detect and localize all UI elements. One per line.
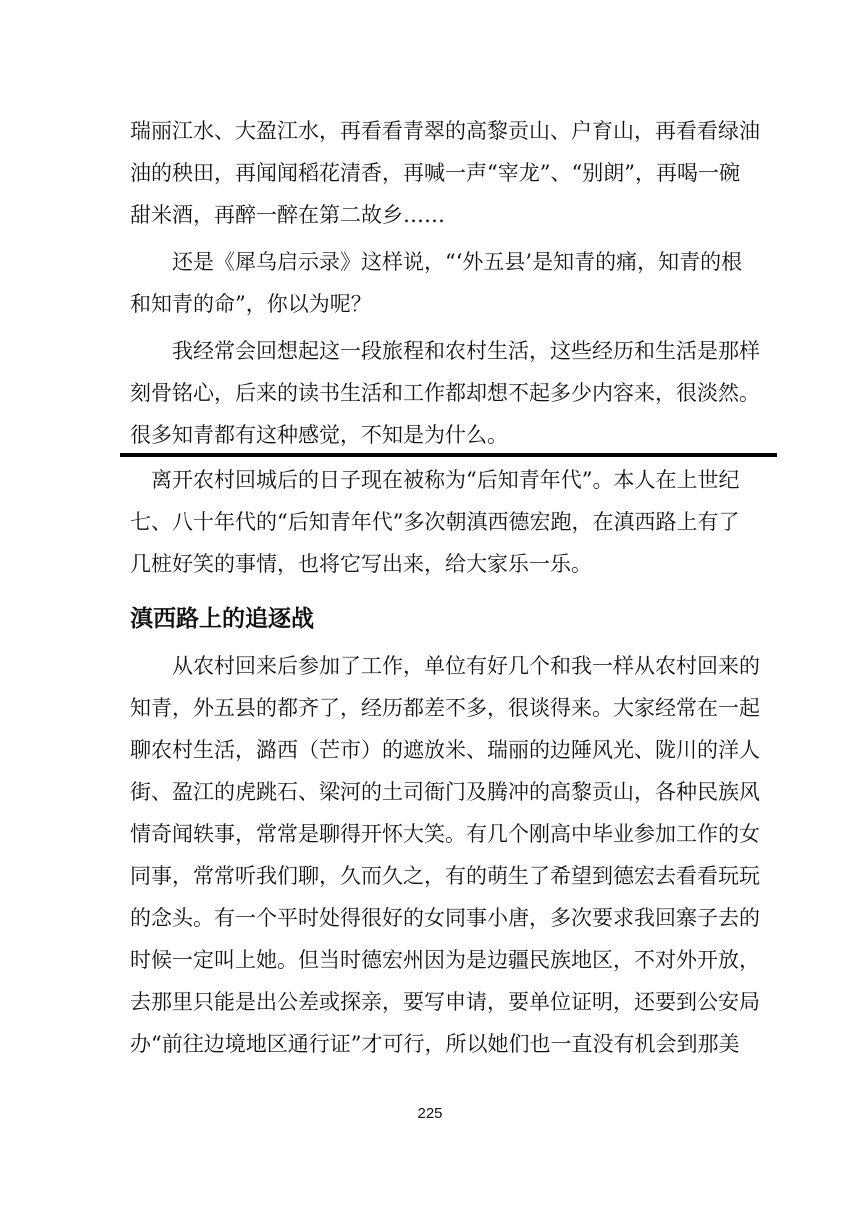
text-line: 离开农村回城后的日子现在被称为“后知青年代”。本人在上世纪	[130, 468, 740, 492]
text-line: 瑞丽江水、大盈江水，再看看青翠的高黎贡山、户育山，再看看绿油	[130, 119, 760, 143]
text-line: 街、盈江的虎跳石、梁河的土司衙门及腾冲的高黎贡山，各种民族风	[130, 780, 760, 804]
section-heading: 滇西路上的追逐战	[130, 606, 314, 632]
text-line: 七、八十年代的“后知青年代”多次朝滇西德宏跑，在滇西路上有了	[130, 510, 740, 534]
text-line: 办“前往边境地区通行证”才可行，所以她们也一直没有机会到那美	[130, 1032, 740, 1056]
text-line: 还是《犀乌启示录》这样说，“‘外五县’是知青的痛，知青的根	[130, 250, 743, 274]
text-line: 很多知青都有这种感觉，不知是为什么。	[130, 423, 508, 447]
text-line: 从农村回来后参加了工作，单位有好几个和我一样从农村回来的	[130, 654, 760, 678]
section-divider	[120, 453, 777, 457]
text-line: 同事，常常听我们聊，久而久之，有的萌生了希望到德宏去看看玩玩	[130, 864, 760, 888]
text-line: 情奇闻轶事，常常是聊得开怀大笑。有几个刚高中毕业参加工作的女	[130, 822, 760, 846]
text-line: 油的秧田，再闻闻稻花清香，再喊一声“宰龙”、“别朗”，再喝一碗	[130, 161, 740, 185]
text-line: 的念头。有一个平时处得很好的女同事小唐，多次要求我回寨子去的	[130, 906, 760, 930]
text-line: 知青，外五县的都齐了，经历都差不多，很谈得来。大家经常在一起	[130, 696, 760, 720]
text-line: 去那里只能是出公差或探亲，要写申请，要单位证明，还要到公安局	[130, 990, 760, 1014]
text-line: 和知青的命”，你以为呢？	[130, 292, 372, 316]
text-line: 刻骨铭心，后来的读书生活和工作都却想不起多少内容来，很淡然。	[130, 381, 760, 405]
text-line: 我经常会回想起这一段旅程和农村生活，这些经历和生活是那样	[130, 339, 760, 363]
page-number: 225	[417, 1105, 443, 1122]
text-line: 甜米酒，再醉一醉在第二故乡……	[130, 203, 445, 227]
text-line: 聊农村生活，潞西（芒市）的遮放米、瑞丽的边陲风光、陇川的洋人	[130, 738, 760, 762]
text-line: 几桩好笑的事情，也将它写出来，给大家乐一乐。	[130, 552, 592, 576]
text-line: 时候一定叫上她。但当时德宏州因为是边疆民族地区，不对外开放，	[130, 948, 760, 972]
